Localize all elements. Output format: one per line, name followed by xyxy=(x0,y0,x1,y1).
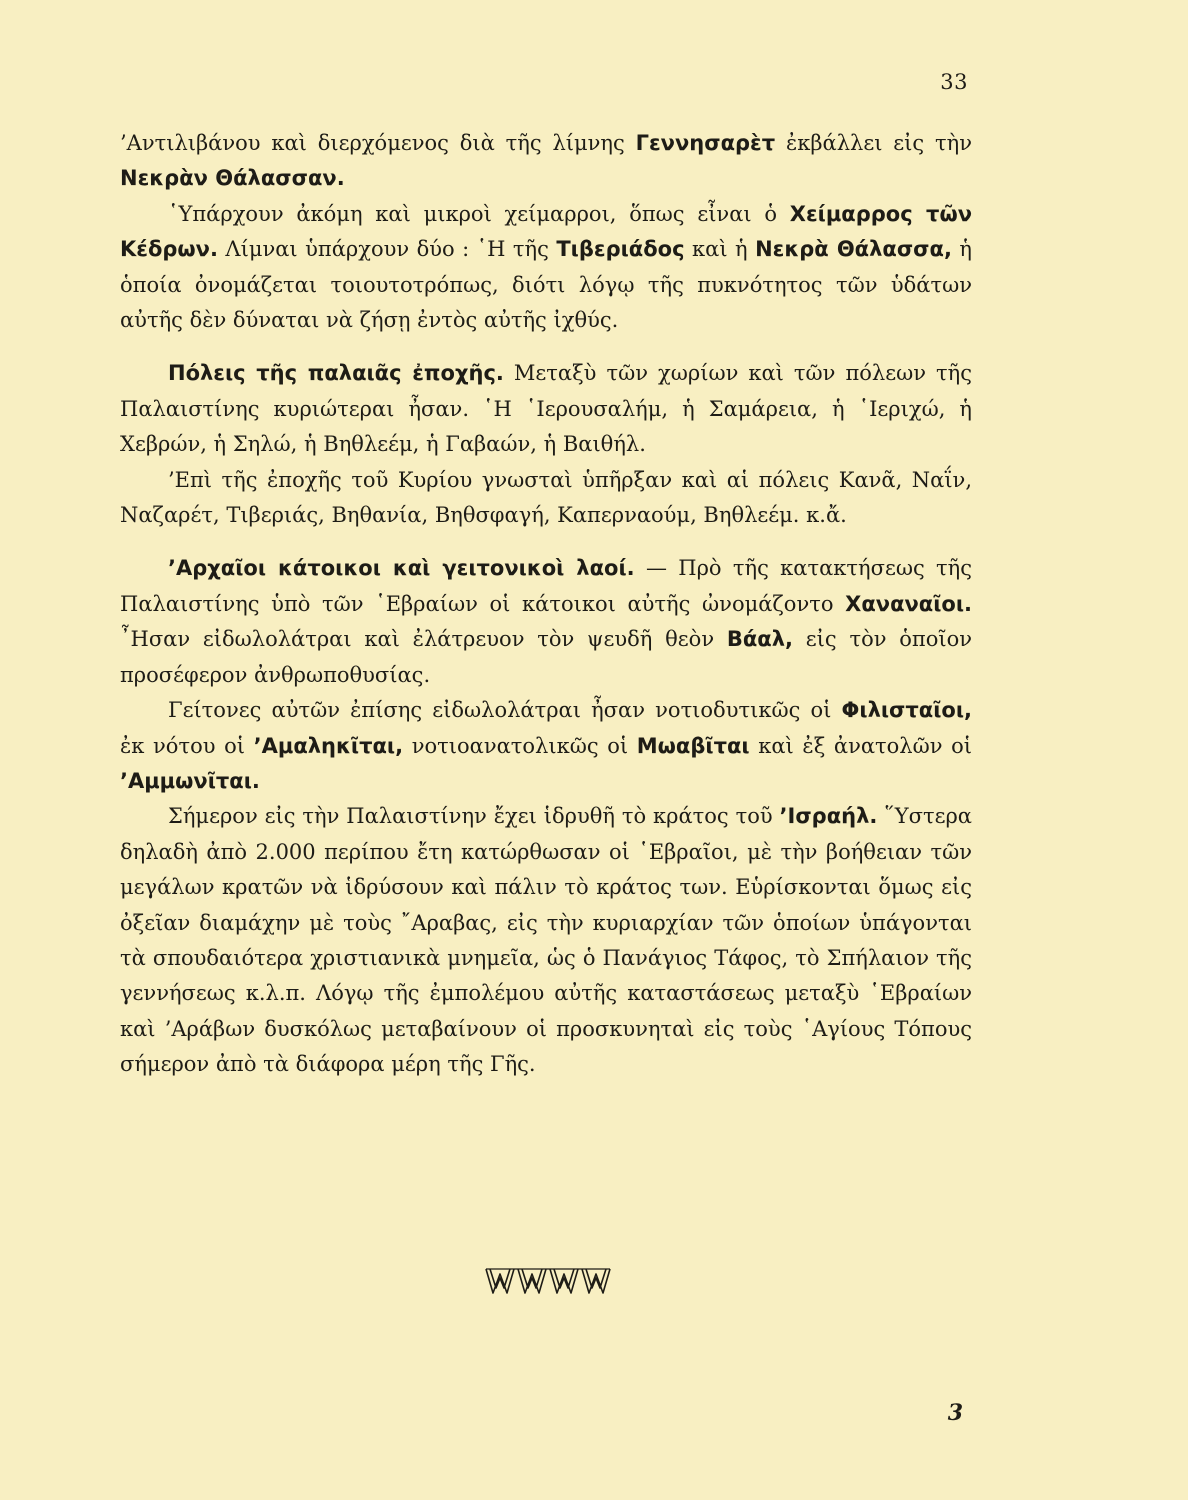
people-amalekites: ’Αμαληκῖται, xyxy=(253,733,404,758)
paragraph-israel xyxy=(120,799,972,1082)
place-tiberias: Τιβεριάδος xyxy=(556,237,685,262)
state-israel: ’Ισραήλ. xyxy=(779,804,878,829)
text: ἡ ὁποία ὀνομάζεται τοιουτοτρόπως, διότι λόγῳ τῆς πυκνότητος τῶν ὑδάτων αὐτῆς δὲν δύναται νὰ ζήσῃ ἐντὸς αὐτῆς ἰχθύς. xyxy=(120,237,972,333)
text: ῏Ησαν εἰδωλολάτραι καὶ ἐλάτρευον τὸν ψευδῆ θεὸν xyxy=(120,627,727,652)
text: νοτιοανατολικῶς οἱ xyxy=(403,733,637,758)
people-philistines: Φιλισταῖοι, xyxy=(841,698,972,723)
page-number: 33 xyxy=(940,70,968,94)
text: ἐκβάλλει εἰς τὴν xyxy=(775,131,972,155)
text: εἰς τὸν ὁποῖον προσέφερον ἀνθρωποθυσίας. xyxy=(120,627,972,687)
text: ῞Υστερα δηλαδὴ ἀπὸ 2.000 περίπου ἔτη κατώρθωσαν οἱ ῾Εβραῖοι, μὲ τὴν βοήθειαν τῶν μεγάλων κρατῶν νὰ ἱδρύσουν καὶ πάλιν τὸ κράτος των. Εὑρίσκονται ὅμως εἰς ὀξεῖαν διαμάχην μὲ τοὺς ῎Αραβας, εἰς τὴν κυριαρχίαν τῶν ὁποίων ὑπάγονται τὰ σπουδαιότερα χριστιανικὰ μνημεῖα, ὡς ὁ Πανάγιος Τάφος, τὸ Σπήλαιον τῆς γεννήσεως κ.λ.π. Λόγῳ τῆς ἐμπολέμου αὐτῆς καταστάσεως μεταξὺ ῾Εβραίων καὶ ’Αράβων δυσκόλως μεταβαίνουν οἱ προσκυνηταὶ εἰς τοὺς ῾Αγίους Τόπους σήμερον ἀπὸ τὰ διάφορα μέρη τῆς Γῆς. xyxy=(120,804,972,1077)
text: ῾Υπάρχουν ἀκόμη καὶ μικροὶ χείμαρροι, ὅπως εἶναι ὁ xyxy=(168,201,790,226)
place-dead-sea: Νεκρὰν Θάλασσαν. xyxy=(120,166,345,191)
place-dead-sea-2: Νεκρὰ Θάλασσα, xyxy=(755,237,952,262)
people-ammonites: ’Αμμωνῖται. xyxy=(120,768,260,793)
page-body xyxy=(120,126,972,1083)
section-heading-inhabitants: ’Αρχαῖοι κάτοικοι καὶ γειτονικοὶ λαοί. xyxy=(168,556,635,581)
text: ’Αντιλιβάνου καὶ διερχόμενος διὰ τῆς λίμνης xyxy=(120,131,636,155)
deity-baal: Βάαλ, xyxy=(726,627,794,652)
text: καὶ ἐξ ἀνατολῶν οἱ xyxy=(749,733,973,758)
section-heading-ancient-cities: Πόλεις τῆς παλαιᾶς ἐποχῆς. xyxy=(168,361,504,386)
paragraph-ancient-cities xyxy=(120,356,972,462)
text: Μεταξὺ τῶν χωρίων καὶ τῶν πόλεων τῆς Παλαιστίνης κυριώτεραι ἦσαν. ῾Η ῾Ιερουσαλήμ, ἡ Σαμάρεια, ἡ ῾Ιεριχώ, ἡ Χεβρών, ἡ Σηλώ, ἡ Βηθλεέμ, ἡ Γαβαών, ἡ Βαιθήλ. xyxy=(120,361,972,457)
paragraph-neighbors xyxy=(120,693,972,799)
place-kedron: Χείμαρρος τῶν Κέδρων. xyxy=(120,201,972,262)
text: ἐκ νότου οἱ xyxy=(120,733,254,758)
paragraph-lord-era-cities xyxy=(120,463,972,534)
people-moabites: Μωαβῖται xyxy=(636,733,750,758)
text: Λίμναι ὑπάρχουν δύο : ῾Η τῆς xyxy=(217,237,557,262)
text: καὶ ἡ xyxy=(684,237,756,262)
place-gennesaret: Γεννησαρὲτ xyxy=(635,131,776,155)
text: Γείτονες αὐτῶν ἐπίσης εἰδωλολάτραι ἦσαν νοτιοδυτικῶς οἱ xyxy=(168,698,842,723)
interlaced-w-ornament-icon xyxy=(484,1266,612,1296)
signature-mark: 3 xyxy=(947,1400,963,1426)
text: Σήμερον εἰς τὴν Παλαιστίνην ἔχει ἱδρυθῆ τὸ κράτος τοῦ xyxy=(168,804,780,829)
paragraph-streams-lakes xyxy=(120,197,972,339)
text: ’Επὶ τῆς ἐποχῆς τοῦ Κυρίου γνωσταὶ ὑπῆρξαν καὶ αἱ πόλεις Κανᾶ, Ναΐν, Ναζαρέτ, Τιβεριάς, Βηθανία, Βηθσφαγή, Καπερναούμ, Βηθλεέμ. κ.ἄ. xyxy=(120,467,972,528)
paragraph-inhabitants xyxy=(120,551,972,693)
text: — Πρὸ τῆς κατακτήσεως τῆς Παλαιστίνης ὑπὸ τῶν ῾Εβραίων οἱ κάτοικοι αὐτῆς ὠνομάζοντο xyxy=(120,556,972,616)
people-canaanites: Χαναναῖοι. xyxy=(845,591,972,616)
paragraph-rivers xyxy=(120,126,972,197)
